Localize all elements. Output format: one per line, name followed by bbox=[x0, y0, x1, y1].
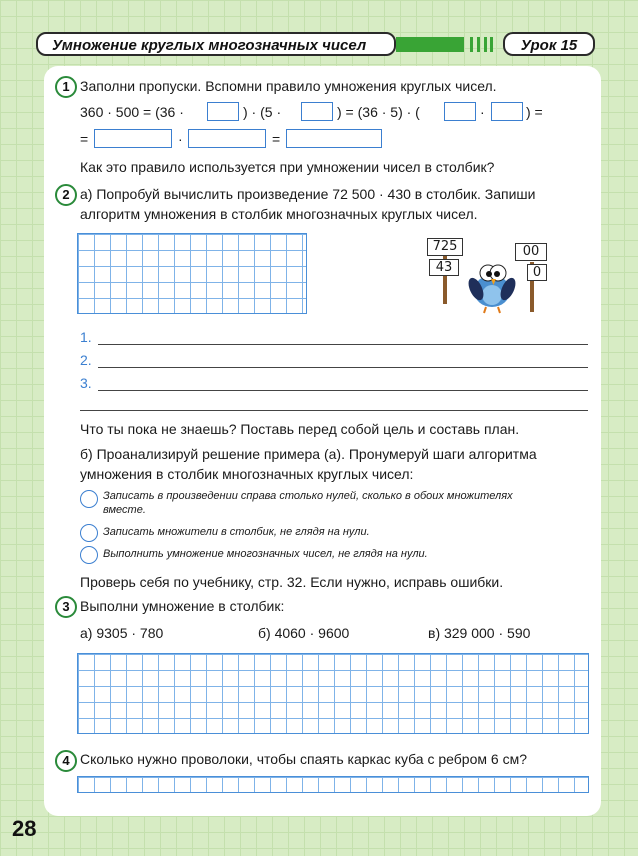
task4-number: 4 bbox=[55, 750, 77, 772]
task3-instruction: Выполни умножение в столбик: bbox=[80, 598, 285, 614]
task2-goal: Что ты пока не знаешь? Поставь перед собой цель и составь план. bbox=[80, 421, 520, 437]
task4-answer-grid[interactable] bbox=[77, 776, 589, 793]
header-decor-bar bbox=[396, 37, 464, 52]
header-decor-tick bbox=[490, 37, 493, 52]
step-number-2: 2. bbox=[80, 352, 92, 368]
step-number-1: 1. bbox=[80, 329, 92, 345]
task3-example-b: б) 4060 · 9600 bbox=[258, 625, 350, 641]
task1-dot: · bbox=[178, 131, 183, 147]
task1-blank-1[interactable] bbox=[207, 102, 239, 121]
task3-work-grid[interactable] bbox=[77, 653, 589, 734]
task1-expr-d: · bbox=[480, 104, 485, 120]
sign-43: 43 bbox=[429, 259, 459, 276]
task1-blank-5[interactable] bbox=[94, 129, 172, 148]
step-number-3: 3. bbox=[80, 375, 92, 391]
task3-number: 3 bbox=[55, 596, 77, 618]
lesson-number: Урок 15 bbox=[503, 32, 595, 56]
option2-text: Записать множители в столбик, не глядя на нули. bbox=[103, 526, 370, 538]
task2-number: 2 bbox=[55, 184, 77, 206]
task2-a-line1: а) Попробуй вычислить произведение 72 500 · 430 в столбик. Запиши bbox=[80, 186, 536, 202]
task2-b-line1: б) Проанализируй решение примера (а). Пронумеруй шаги алгоритма bbox=[80, 446, 537, 462]
task3-example-a: а) 9305 · 780 bbox=[80, 625, 164, 641]
sign-00: 00 bbox=[515, 243, 547, 261]
task1-expr-e: ) = bbox=[526, 104, 543, 120]
step-line-1[interactable] bbox=[98, 344, 588, 345]
sign-0: 0 bbox=[527, 264, 547, 281]
task3-example-c: в) 329 000 · 590 bbox=[428, 625, 531, 641]
task1-expr-b: ) · (5 · bbox=[243, 104, 282, 120]
option3-order-circle[interactable] bbox=[80, 546, 98, 564]
task4-question: Сколько нужно проволоки, чтобы спаять каркас куба с ребром 6 см? bbox=[80, 751, 527, 767]
task1-expr-c: ) = (36 · 5) · ( bbox=[337, 104, 420, 120]
option3-text: Выполнить умножение многозначных чисел, не глядя на нули. bbox=[103, 548, 428, 560]
task1-question: Как это правило используется при умножении чисел в столбик? bbox=[80, 159, 495, 175]
header-decor-tick bbox=[477, 37, 480, 52]
sign-725: 725 bbox=[427, 238, 463, 256]
step-line-2[interactable] bbox=[98, 367, 588, 368]
step-line-4[interactable] bbox=[80, 410, 588, 411]
option1-order-circle[interactable] bbox=[80, 490, 98, 508]
option1-text-line2: вместе. bbox=[103, 504, 146, 516]
task1-expr-a: 360 · 500 = (36 · bbox=[80, 104, 184, 120]
task2-b-line2: умножения в столбик многозначных круглых чисел: bbox=[80, 466, 414, 482]
lesson-title: Умножение круглых многозначных чисел bbox=[36, 32, 396, 56]
page-number: 28 bbox=[12, 816, 37, 841]
task1-eq2: = bbox=[272, 131, 281, 147]
task1-number: 1 bbox=[55, 76, 77, 98]
option1-text-line1: Записать в произведении справа столько нулей, сколько в обоих множителях bbox=[103, 490, 513, 502]
task2-check: Проверь себя по учебнику, стр. 32. Если нужно, исправь ошибки. bbox=[80, 574, 504, 590]
task1-blank-6[interactable] bbox=[188, 129, 266, 148]
step-line-3[interactable] bbox=[98, 390, 588, 391]
task1-blank-3[interactable] bbox=[444, 102, 476, 121]
bird-icon bbox=[466, 255, 522, 315]
task1-blank-4[interactable] bbox=[491, 102, 523, 121]
task1-blank-7[interactable] bbox=[286, 129, 382, 148]
task1-blank-2[interactable] bbox=[301, 102, 333, 121]
header-decor-tick bbox=[484, 37, 487, 52]
task1-instruction: Заполни пропуски. Вспомни правило умножения круглых чисел. bbox=[80, 78, 497, 94]
header-decor-tick bbox=[470, 37, 473, 52]
task1-eq: = bbox=[80, 131, 89, 147]
option2-order-circle[interactable] bbox=[80, 524, 98, 542]
task2-a-line2: алгоритм умножения в столбик многозначных круглых чисел. bbox=[80, 206, 478, 222]
task2-work-grid[interactable] bbox=[77, 233, 307, 314]
